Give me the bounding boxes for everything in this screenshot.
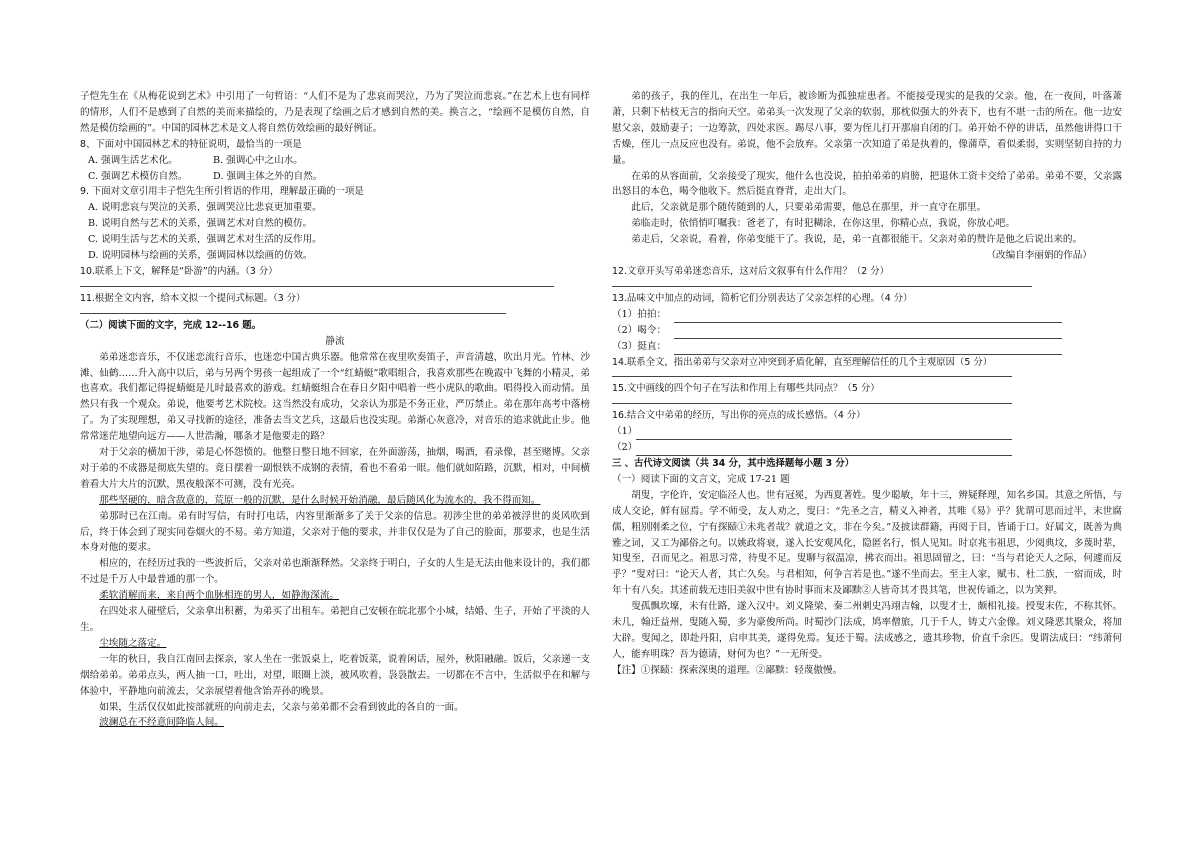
question-16-item-2 [612, 440, 1122, 456]
article-paragraph-8-underlined: 尘埃随之落定。 [99, 637, 167, 649]
question-11: 11.根据全文内容，给本文拟一个提问式标题。（3 分） [80, 292, 306, 304]
section-3-subheading: （一）阅读下面的文言文，完成 17-21 题 [612, 473, 790, 485]
question-8-option-c: C. 强调艺术模仿自然。 [88, 170, 188, 182]
left-column [80, 89, 590, 731]
article-paragraph-5: 相应的，在经历过我的一些波折后，父亲对弟也渐渐释然。父亲终于明白，子女的人生是无法由他来设计的，我们都不过是千万人中最普通的那一个。 [80, 558, 590, 586]
classical-text-paragraph-2: 叟孤飘坎壈，未有仕路，遂入汉中。刘义隆梁、秦二州刺史冯翊吉翰，以叟才士，颇相礼接。授叟末佐，不称其怀。未几，翰迁益州，叟随入蜀，多为豪俊所尚。时蜀沙门法成，鸠率僧旅，几于千人，铸丈六金像。刘义隆恶其聚众，将加大辟。叟闻之，即赴丹阳，启申其美，遂得免焉。复还于蜀。法成感之，遗其珍物，价直千余匹。叟谓法成曰：“纬萧何人，能弃明珠？吾为德请，财何为也？”一无所受。 [612, 601, 1122, 660]
question-10: 10.联系上下文，解释是“卧游”的内涵。（3 分） [80, 265, 278, 277]
question-9-stem: 9. 下面对文章引用丰子恺先生所引哲语的作用，理解最正确的一项是 [80, 186, 364, 198]
question-13-item-2-label: （2）喝令： [612, 324, 667, 336]
question-8-option-d: D. 强调主体之外的自然。 [213, 170, 323, 182]
question-8-options-row2 [80, 169, 590, 185]
question-9-option-a: A. 说明悲哀与哭泣的关系，强调哭泣比悲哀更加重要。 [88, 202, 322, 214]
answer-line-14 [612, 370, 1012, 377]
question-9-option-c: C. 说明生活与艺术的关系，强调艺术对生活的反作用。 [88, 234, 322, 246]
question-13: 13.品味文中加点的动词，简析它们分别表达了父亲怎样的心理。（4 分） [612, 292, 913, 304]
question-14: 14.联系全文，指出弟弟与父亲对立冲突到矛盾化解，直至理解信任的几个主观原因（5 分） [612, 356, 993, 368]
question-8-option-b: B. 强调心中之山水。 [213, 154, 303, 166]
question-9-option-d: D. 说明园林与绘画的关系，强调园林以绘画的仿效。 [88, 250, 313, 262]
article-paragraph-14: 此后，父亲就是那个随传随到的人，只要弟弟需要，他总在那里，并一直守在那里。 [631, 202, 987, 214]
article-title: 静流 [325, 335, 345, 347]
article-paragraph-4: 弟那时已在江南。弟有时写信，有时打电话，内容里渐渐多了关于父亲的信息。初涉尘世的弟弟被浮世的炎风吹到后，终于体会到了现实同卷烟火的不易。弟方知道，父亲对于他的要求，并非仅仅是为了自己的脸面，那要求，也是生活本身对他的要求。 [80, 510, 590, 554]
answer-blank-16-1 [636, 429, 1012, 440]
section-2-heading: （二）阅读下面的文字，完成 12--16 题。 [80, 319, 262, 331]
question-15: 15.文中画线的四个句子在写法和作用上有哪些共同点？（5 分） [612, 383, 880, 395]
question-16-item-2-label: （2） [612, 442, 638, 454]
question-16: 16.结合文中弟弟的经历，写出你的亮点的成长感悟。（4 分） [612, 410, 866, 422]
question-13-item-3-label: （3）挺直： [612, 340, 667, 352]
answer-blank-13-2 [674, 328, 1062, 339]
intro-paragraph: 子恺先生在《从梅花说到艺术》中引用了一句哲语：“人们不是为了悲哀而哭泣，乃为了哭泣而悲哀。”在艺术上也有同样的情形，人们不是感到了自然的美而来描绘的，乃是表现了绘画之后才感到自然的美。换言之，“绘画不是模仿自然，自然是模仿绘画的”。中国的园林艺术是文人将自然仿效绘画的最好例证。 [80, 91, 590, 134]
question-13-item-1 [612, 307, 1122, 323]
question-12: 12.文章开头写弟弟迷恋音乐，这对后文叙事有什么作用？（2 分） [612, 265, 889, 277]
answer-blank-13-3 [674, 344, 1062, 355]
article-paragraph-6-underlined: 柔软消解而来，来自两个血脉相连的男人，如静海深流。 [99, 590, 340, 602]
article-paragraph-10: 如果，生活仅仅如此按部就班的向前走去，父亲与弟弟都不会看到彼此的各自的一面。 [99, 701, 464, 713]
question-16-item-1-label: （1） [612, 426, 638, 438]
right-column [612, 89, 1122, 679]
article-paragraph-1: 弟弟迷恋音乐，不仅迷恋流行音乐，也迷恋中国古典乐器。他常常在夜里吹奏笛子，声音清越，吹出月光。竹林、沙滩、仙鹤……升入高中以后，弟与另两个男孩一起组成了一个“红蜻蜓”歌唱组合，我喜欢那些在晚霞中飞舞的小精灵，弟也喜欢。我们都记得捉蜻蜓是儿时最喜欢的游戏。红蜻蜓组合在春日夕阳中唱着一些小虎队的歌曲。唱得投入而动情。虽然只有我一个观众。弟说，他要考艺术院校。这当然没有成功，父亲认为那是不务正业，严厉禁止。弟在那年高考中落榜了。为了实现理想，弟又寻找新的途径，准备去当文艺兵，这最后也没实现。弟渐心灰意冷，对音乐的追求就此止步。他常常迷茫地望向远方——人世浩瀚，哪条才是他要走的路？ [80, 351, 590, 443]
article-source: （改编自李丽娟的作品） [986, 250, 1092, 262]
question-13-item-3 [612, 339, 1122, 355]
article-paragraph-7: 在四处求人碰壁后，父亲拿出积蓄，为弟买了出租车。弟把自己安顿在皖北那个小城，结婚、生子，开始了平淡的人生。 [80, 606, 590, 633]
article-paragraph-13: 在弟的从容面前，父亲接受了现实，他什么也没说，拍拍弟弟的肩膀，把退休工资卡交给了弟弟。弟弟不要，父亲露出怒目的本色，喝令他收下。然后挺直脊背，走出大门。 [612, 170, 1122, 198]
article-paragraph-15: 弟临走时，依悄悄叮嘱我：爸老了，有时犯糊涂，在你这里，你精心点，我说，你放心吧。 [631, 218, 1015, 230]
question-13-item-1-label: （1）拍拍： [612, 308, 667, 320]
answer-blank-13-1 [674, 312, 1062, 323]
article-paragraph-3-underlined: 那些坚硬的，暗含敌意的，荒原一般的沉默，是什么时候开始消融，最后随风化为流水的，我不得而知。 [99, 494, 541, 506]
question-8-option-a: A. 强调生活艺术化。 [88, 154, 178, 166]
question-8-options-row1 [80, 153, 590, 169]
answer-blank-16-2 [636, 445, 1012, 456]
answer-line-12 [612, 280, 1032, 287]
section-3-heading: 三 、古代诗文阅读（共 34 分，其中选择题每小题 3 分） [612, 458, 855, 470]
article-paragraph-16: 弟走后，父亲说，看着，你弟变能干了。我说，是，弟一直都很能干。父亲对弟的赞许是他之后说出来的。 [631, 234, 1083, 246]
question-16-item-1 [612, 424, 1122, 440]
question-8-stem: 8、下面对中国园林艺术的特征说明，最恰当的一项是 [80, 138, 302, 150]
question-9-option-b: B. 说明自然与艺术的关系，强调艺术对自然的模仿。 [88, 218, 313, 230]
article-paragraph-2: 对于父亲的横加干涉，弟是心怀怨愤的。他整日整日地不回家，在外面游荡，抽烟，喝酒，看录像，甚至赌博。父亲对于弟的不成器是彻底失望的。竟日摆着一副恨铁不成钢的表情，看也不看弟一眼。他们就如陌路，沉默，相对，中间横着看大片大片的沉默，黑夜般深不可测，没有光亮。 [80, 447, 590, 490]
article-paragraph-11-underlined: 波澜总在不经意间降临人间。 [99, 717, 224, 729]
answer-line-10 [80, 280, 554, 287]
classical-text-paragraph-1: 胡叟，字伦许，安定临泾人也。世有冠冕，为西夏著姓。叟少聪敏，年十三，辨疑释理，知名乡国。其意之所悟，与成人交论，鲜有屈焉。学不师受，友人劝之，叟曰：“先圣之言，精义入神者，其唯《易》乎？犹谓可思而过半，末世腐儒，粗别刚柔之位，宁有探赜①未兆者哉？就道之文，非在今矣。”及披读群籍，再阅于目，皆诵于口。好属文，既善为典雅之词，又工为鄙俗之句。以姚政将衰，遂入长安观风化，隐匿名行，惧人见知。时京兆韦祖思，少阅典坟，多蔑时辈，知叟至，召而见之。祖思习常，待叟不足。叟聊与叙温凉，拂衣而出。祖思固留之，曰：“当与君论天人之际，何遽而反乎？”叟对曰：“论天人者，其亡久矣。与君相知，何争言若是也。”遂不坐而去。至主人家，赋韦、杜二族，一宿而成，时年十有八矣。其述前载无违旧美叙中世有协时事而末及鄙黩②人皆奇其才畏其笔，世祝传诵之，以为笑狎。 [612, 489, 1122, 597]
article-paragraph-9: 一年的秋日，我自江南回去探亲，家人坐在一张饭桌上，吃着饭菜，说着闲话，屋外，秋阳融融。饭后，父亲递一支烟给弟弟。弟弟点头，两人抽一口，吐出，对望，眼圈上淡，被风吹着，袅袅散去。一切都在不言中，生活似乎在和解与体验中，平静地向前流去，父亲展望着他含饴弄孙的晚景。 [80, 653, 590, 697]
question-13-item-2 [612, 323, 1122, 339]
answer-line-11 [80, 307, 506, 314]
article-paragraph-12: 弟的孩子，我的侄儿，在出生一年后，被诊断为孤独症患者。不能接受现实的是我的父亲。他，在一夜间，叶落萧萧，只剩下枯枝无言的指向天空。弟弟头一次发现了父亲的软弱，那枕似强大的外表下，也有不堪一击的所在。他一边安慰父亲，鼓励妻子；一边筹款，四处求医。踢尽八事，要为侄儿打开那扇自闭的门。弟开始不停的讲话，虽然他讲得口干舌燥，侄儿一点反应也没有。弟说，他不会放弃。父亲第一次知道了弟是执着的，像蒲草，看似柔弱，实则坚韧自持的力量。 [612, 91, 1122, 166]
answer-line-15 [612, 397, 1012, 404]
annotation-note: 【注】①探赜：探索深奥的道理。②鄙黩：轻蔑傲慢。 [612, 664, 843, 676]
